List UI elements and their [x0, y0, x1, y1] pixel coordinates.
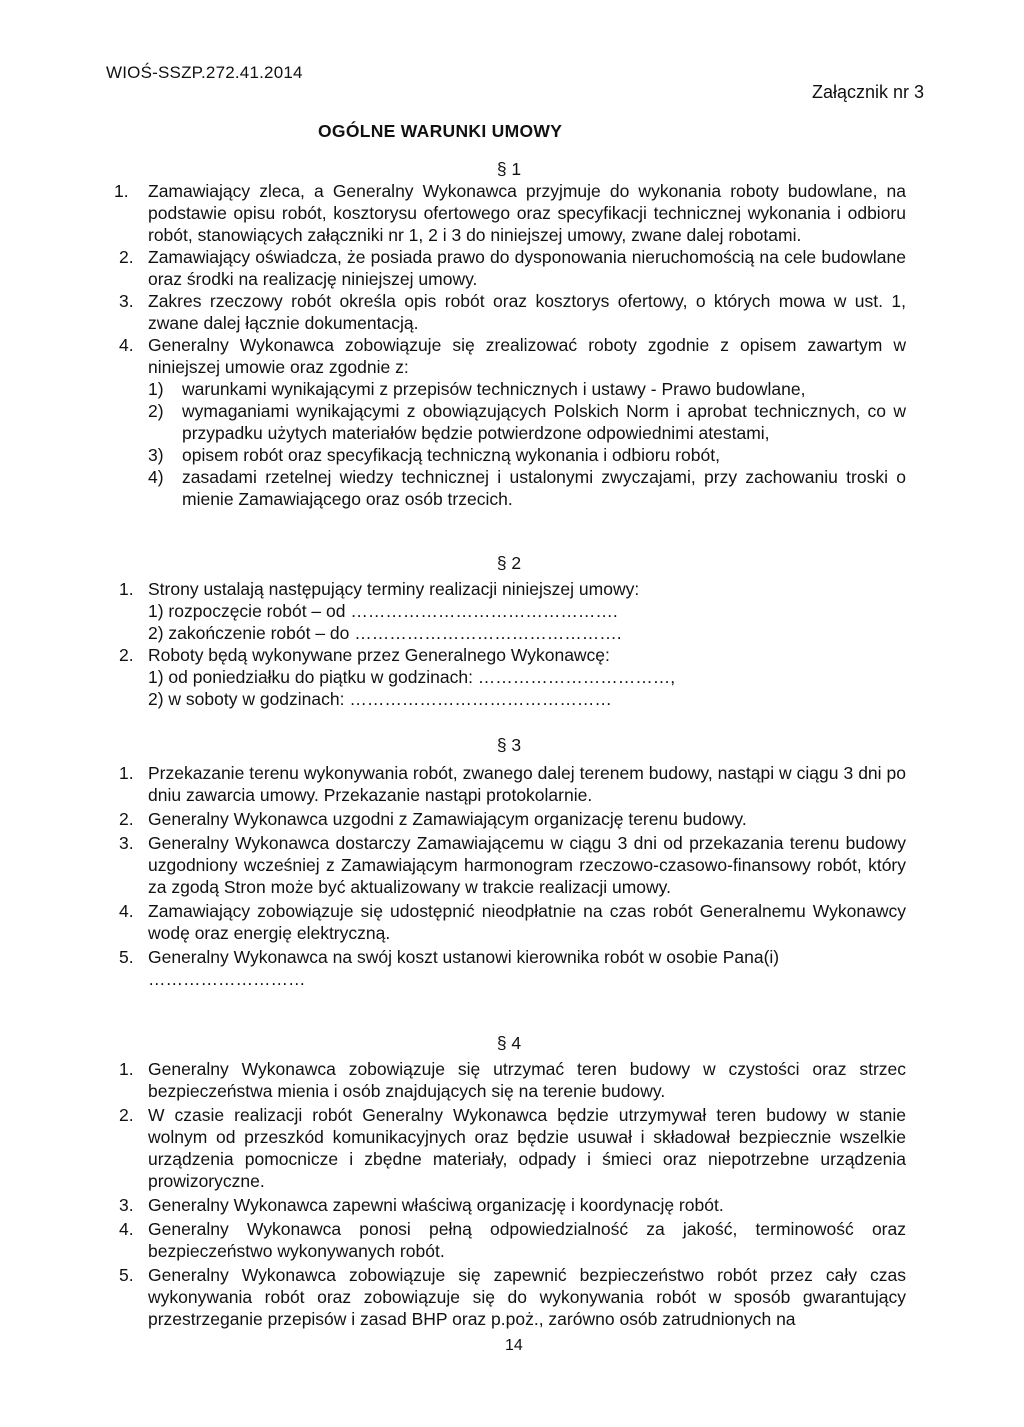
paragraph-text: Zamawiający zobowiązuje się udostępnić nieodpłatnie na czas robót Generalnemu Wykonawcy wodę oraz energię elektryczną. [148, 901, 906, 943]
paragraph-number: 2. [119, 809, 134, 829]
hours-saturday: 2) w soboty w godzinach: ……………………………………… [148, 689, 612, 709]
paragraph [106, 290, 906, 334]
page-number: 14 [505, 1337, 523, 1354]
paragraph-text: Generalny Wykonawca zapewni właściwą organizację i koordynację robót. [148, 1195, 724, 1215]
sub-item-number: 4) [148, 467, 164, 487]
paragraph [106, 1194, 906, 1216]
sub-item-number: 2) [148, 401, 164, 421]
paragraph-text: Generalny Wykonawca ponosi pełną odpowiedzialność za jakość, terminowość oraz bezpieczeństwo wykonywanych robót. [148, 1219, 906, 1261]
section-1 [106, 158, 906, 510]
paragraph-number: 1. [119, 579, 134, 599]
document-reference: WIOŚ-SSZP.272.41.2014 [106, 63, 303, 82]
paragraph [106, 246, 906, 290]
paragraph-text: Generalny Wykonawca dostarczy Zamawiającemu w ciągu 3 dni od przekazania terenu budowy uzgodniony wcześniej z Zamawiającym harmonogram rzeczowo-czasowo-finansowy robót, który za zgodą Stron może być aktualizowany w trakcie realizacji umowy. [148, 833, 906, 897]
paragraph-number: 4. [119, 1219, 134, 1239]
sub-item-text: warunkami wynikającymi z przepisów technicznych i ustawy - Prawo budowlane, [182, 379, 806, 399]
paragraph-text: Przekazanie terenu wykonywania robót, zwanego dalej terenem budowy, nastąpi w ciągu 3 dni po dniu zawarcia umowy. Przekazanie nastąpi protokolarnie. [148, 763, 906, 805]
sub-item [148, 378, 906, 400]
paragraph [106, 1104, 906, 1192]
paragraph-number: 1. [119, 1059, 134, 1079]
paragraph [106, 578, 906, 644]
paragraph-number: 1. [114, 181, 129, 201]
paragraph-text: Zamawiający oświadcza, że posiada prawo do dysponowania nieruchomością na cele budowlane oraz środki na realizację niniejszej umowy. [148, 247, 906, 289]
document-title: OGÓLNE WARUNKI UMOWY [318, 121, 563, 141]
sub-item-number: 3) [148, 445, 164, 465]
paragraph-text: Generalny Wykonawca zobowiązuje się zapewnić bezpieczeństwo robót przez cały czas wykonywania robót oraz zobowiązuje się do wykonywania robót w sposób gwarantujący przestrzeganie przepisów i zasad BHP oraz p.poż., zarówno osób zatrudnionych na [148, 1265, 906, 1329]
paragraph-number: 2. [119, 1105, 134, 1125]
manager-name-blank: ……………………… [148, 969, 306, 989]
paragraph [106, 832, 906, 898]
sub-item-text: zasadami rzetelnej wiedzy technicznej i ustalonymi zwyczajami, przy zachowaniu troski o mienie Zamawiającego oraz osób trzecich. [182, 467, 906, 509]
paragraph [106, 900, 906, 944]
paragraph [106, 180, 906, 246]
paragraph-text: Generalny Wykonawca zobowiązuje się zrealizować roboty zgodnie z opisem zawartym w niniejszej umowie oraz zgodnie z: [148, 335, 906, 377]
paragraph-number: 3. [119, 291, 134, 311]
paragraph-number: 5. [119, 947, 134, 967]
paragraph [106, 644, 906, 710]
paragraph-text: W czasie realizacji robót Generalny Wykonawca będzie utrzymywał teren budowy w stanie wolnym od przeszkód komunikacyjnych oraz będzie usuwał i składował bezpiecznie wszelkie urządzenia pomocnicze i zbędne materiały, odpady i śmieci oraz niepotrzebne urządzenia prowizoryczne. [148, 1105, 906, 1191]
paragraph [106, 334, 906, 510]
sub-item [148, 444, 906, 466]
sub-item [148, 400, 906, 444]
section-heading: § 3 [496, 735, 522, 755]
sub-item [148, 466, 906, 510]
paragraph [106, 1058, 906, 1102]
paragraph-number: 2. [119, 247, 134, 267]
paragraph [106, 1264, 906, 1330]
section-4 [106, 1032, 906, 1330]
paragraph-text: Generalny Wykonawca zobowiązuje się utrzymać teren budowy w czystości oraz strzec bezpieczeństwa mienia i osób znajdujących się na terenie budowy. [148, 1059, 906, 1101]
term-start: 1) rozpoczęcie robót – od ………………………………………. [148, 601, 618, 621]
paragraph-text: Generalny Wykonawca uzgodni z Zamawiającym organizację terenu budowy. [148, 809, 747, 829]
sub-item-number: 1) [148, 379, 164, 399]
annex-label: Załącznik nr 3 [812, 82, 925, 102]
section-2 [106, 552, 906, 710]
paragraph-number: 5. [119, 1265, 134, 1285]
sub-item-text: opisem robót oraz specyfikacją techniczną wykonania i odbioru robót, [182, 445, 720, 465]
paragraph-number: 4. [119, 901, 134, 921]
sub-item-text: wymaganiami wynikającymi z obowiązujących Polskich Norm i aprobat technicznych, co w przypadku użytych materiałów będzie potwierdzone odpowiednimi atestami, [182, 401, 906, 443]
term-end: 2) zakończenie robót – do ………………………………………. [148, 623, 622, 643]
section-heading: § 4 [496, 1033, 522, 1053]
paragraph-number: 4. [119, 335, 134, 355]
paragraph-text: Zamawiający zleca, a Generalny Wykonawca przyjmuje do wykonania roboty budowlane, na podstawie opisu robót, kosztorysu ofertowego oraz specyfikacji technicznej wykonania i odbioru robót, stanowiących załączniki nr 1, 2 i 3 do niniejszej umowy, zwane dalej robotami. [148, 181, 906, 245]
section-heading: § 1 [496, 159, 522, 179]
paragraph-text: Strony ustalają następujący terminy realizacji niniejszej umowy: [148, 579, 640, 599]
paragraph [106, 762, 906, 806]
section-3 [106, 734, 906, 990]
paragraph [106, 1218, 906, 1262]
paragraph-text: Roboty będą wykonywane przez Generalnego Wykonawcę: [148, 645, 610, 665]
paragraph-number: 3. [119, 1195, 134, 1215]
section-heading: § 2 [496, 553, 522, 573]
paragraph-number: 1. [119, 763, 134, 783]
paragraph-text: Zakres rzeczowy robót określa opis robót oraz kosztorys ofertowy, o których mowa w ust. 1, zwane dalej łącznie dokumentacją. [148, 291, 906, 333]
paragraph-number: 3. [119, 833, 134, 853]
paragraph [106, 808, 906, 830]
paragraph [106, 946, 906, 990]
paragraph-text: Generalny Wykonawca na swój koszt ustanowi kierownika robót w osobie Pana(i) [148, 947, 780, 967]
paragraph-number: 2. [119, 645, 134, 665]
hours-weekdays: 1) od poniedziałku do piątku w godzinach: ……………………………, [148, 667, 676, 687]
